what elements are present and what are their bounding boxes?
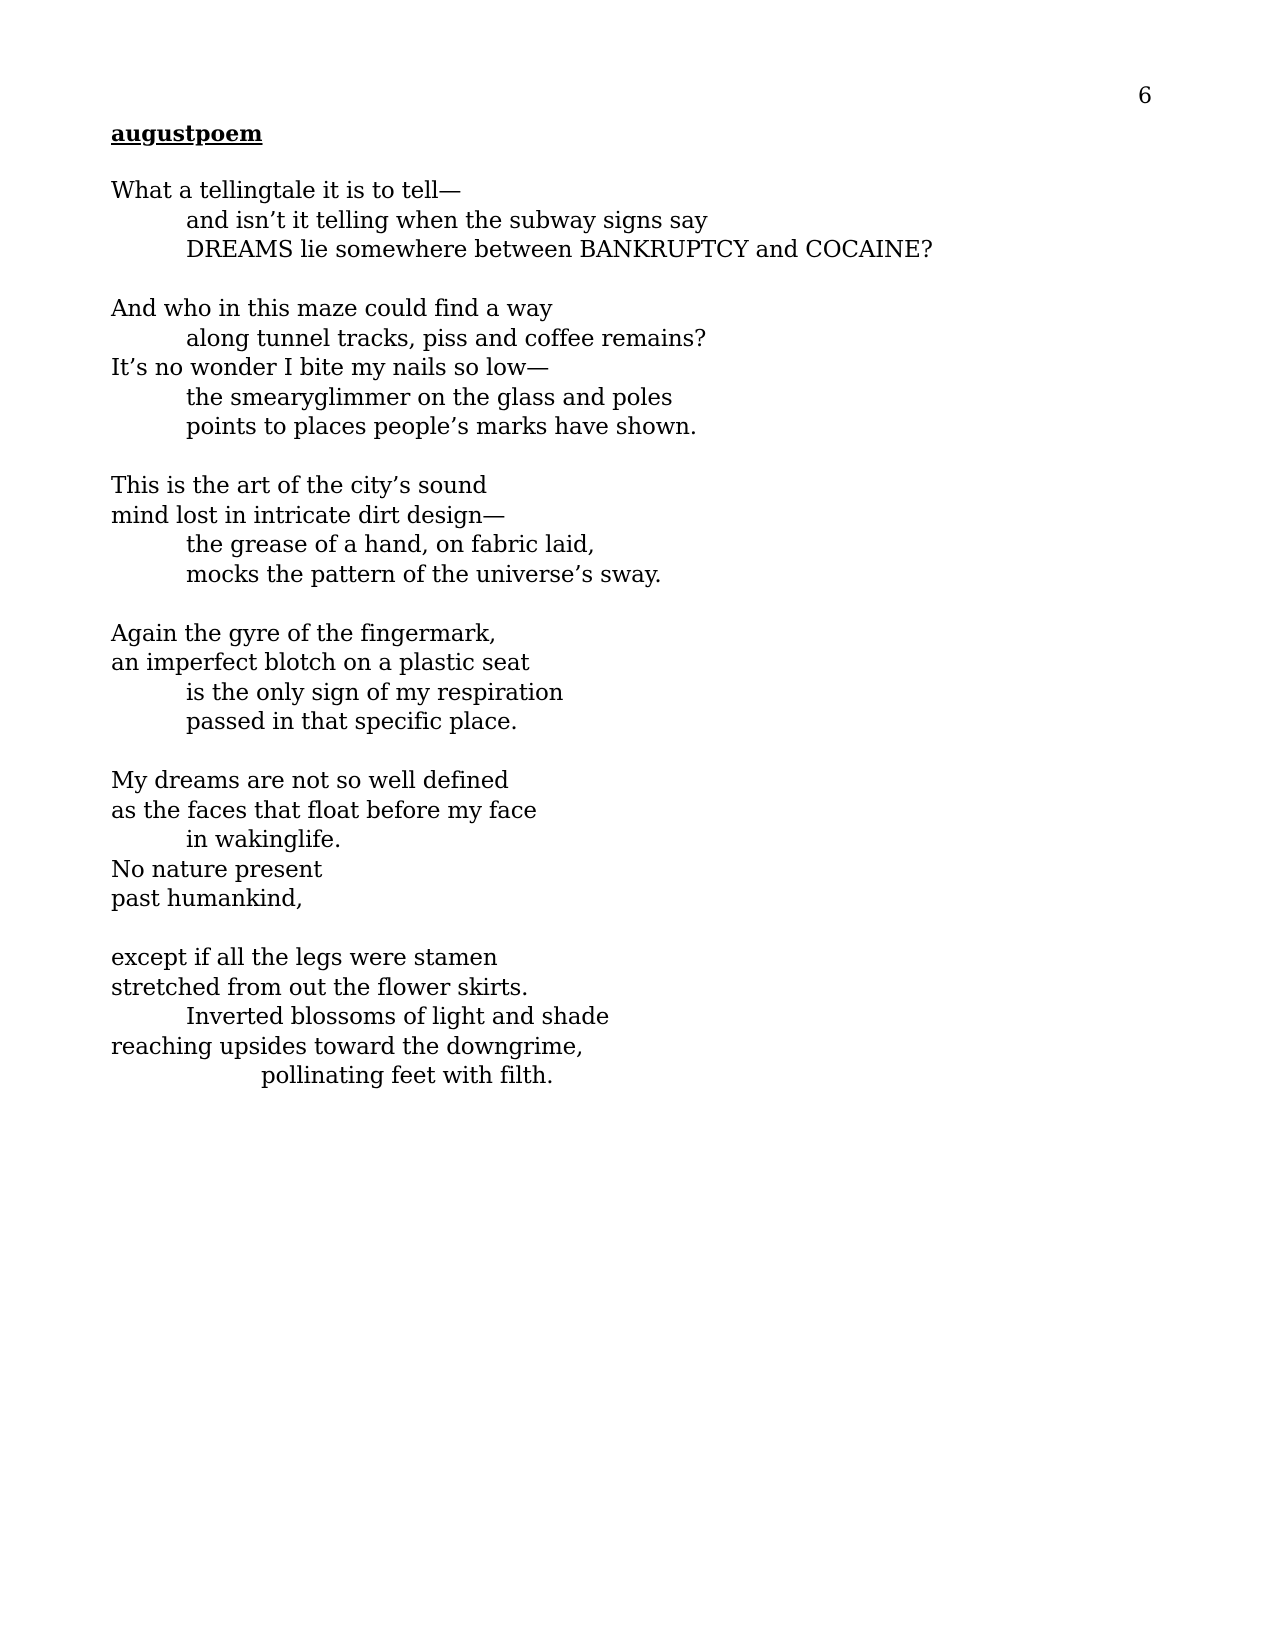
poem-line: the smearyglimmer on the glass and poles [186,384,673,411]
poem-line: past humankind, [111,886,303,912]
poem-line: mocks the pattern of the universe’s sway. [186,561,662,588]
poem-line: This is the art of the city’s sound [111,473,487,499]
poem-line: as the faces that float before my face [111,797,537,824]
poem-line: reaching upsides toward the downgrime, [111,1033,584,1060]
poem-line: stretched from out the flower skirts. [111,974,529,1001]
poem-stanza [111,944,1111,1092]
poem-line: It’s no wonder I bite my nails so low— [111,355,550,381]
poem-line: Again the gyre of the fingermark, [111,620,496,647]
poem-line: mind lost in intricate dirt design— [111,502,506,529]
poem-line: points to places people’s marks have shown. [186,414,697,440]
poem-line: is the only sign of my respiration [186,679,564,706]
poem-body [111,177,1111,1121]
poem-title: augustpoem [111,121,263,147]
poem-line: pollinating feet with filth. [261,1063,554,1089]
poem-stanza [111,767,1111,915]
poem-line: in wakinglife. [186,827,342,853]
poem-stanza [111,295,1111,443]
poem-line: passed in that specific place. [186,709,518,735]
poem-line: an imperfect blotch on a plastic seat [111,650,530,676]
poem-stanza [111,472,1111,590]
poem-line: Inverted blossoms of light and shade [186,1004,610,1030]
poem-line: And who in this maze could find a way [111,296,553,322]
poem-line: except if all the legs were stamen [111,945,498,971]
poem-line: DREAMS lie somewhere between BANKRUPTCY and COCAINE? [186,237,933,263]
poem-line: What a tellingtale it is to tell— [111,178,462,204]
poem-line: My dreams are not so well defined [111,768,509,794]
poem-line: the grease of a hand, on fabric laid, [186,532,595,558]
poem-line: and isn’t it telling when the subway signs say [186,207,708,234]
poem-line: along tunnel tracks, piss and coffee remains? [186,325,707,352]
poem-stanza [111,177,1111,266]
poem-line: No nature present [111,856,323,883]
poem-stanza [111,620,1111,738]
page-number: 6 [1138,84,1152,109]
